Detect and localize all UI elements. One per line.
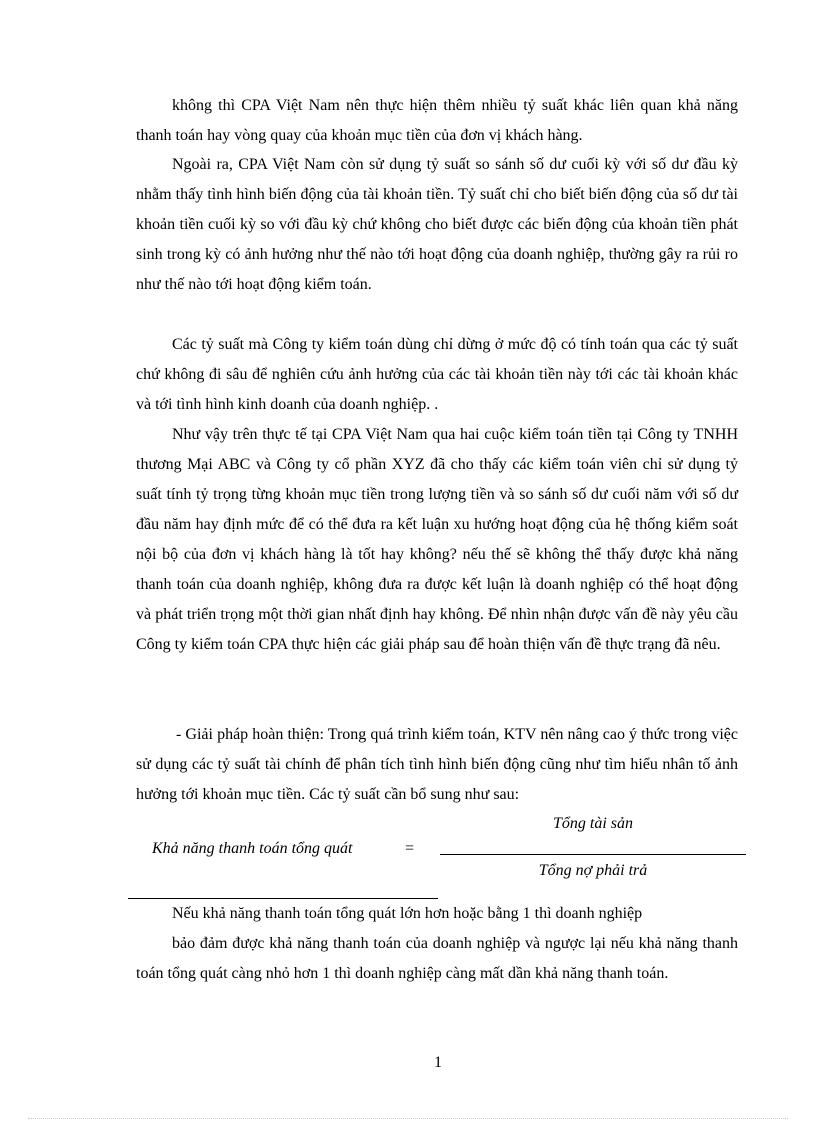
paragraph-7: bảo đảm được khả năng thanh toán của doanh nghiệp và ngược lại nếu khả năng thanh toán tổng quát càng nhỏ hơn 1 thì doanh nghiệp càng mất dần khả năng thanh toán. xyxy=(136,935,738,982)
fraction-bar xyxy=(440,854,746,855)
page-number: 1 xyxy=(434,1054,442,1071)
paragraph-3: Các tỷ suất mà Công ty kiểm toán dùng chỉ dừng ở mức độ có tính toán qua các tỷ suất chứ không đi sâu để nghiên cứu ảnh hưởng của các tài khoản tiền này tới các tài khoản khác và tới tình hình kinh doanh của doanh nghiệp. . xyxy=(136,336,738,413)
formula-label: Khả năng thanh toán tổng quát xyxy=(152,840,353,857)
page-bottom-border xyxy=(28,1118,788,1119)
paragraph-1: không thì CPA Việt Nam nên thực hiện thêm nhiều tỷ suất khác liên quan khả năng thanh toán hay vòng quay của khoản mục tiền của đơn vị khách hàng. xyxy=(136,97,738,144)
paragraph-6: Nếu khả năng thanh toán tổng quát lớn hơn hoặc bằng 1 thì doanh nghiệp xyxy=(172,905,643,922)
formula-denominator: Tổng nợ phải trả xyxy=(538,862,648,879)
paragraph-5: - Giải pháp hoàn thiện: Trong quá trình kiểm toán, KTV nên nâng cao ý thức trong việc sử dụng các tỷ suất tài chính để phân tích tình hình biến động cũng như tìm hiểu nhân tố ảnh hưởng tới khoản mục tiền. Các tỷ suất cần bổ sung như sau: xyxy=(136,726,738,803)
paragraph-4: Như vậy trên thực tế tại CPA Việt Nam qua hai cuộc kiểm toán tiền tại Công ty TNHH thương Mại ABC và Công ty cổ phần XYZ đã cho thấy các kiểm toán viên chỉ sử dụng tỷ suất tính tỷ trọng từng khoản mục tiền trong lượng tiền và so sánh số dư cuối năm với số dư đầu năm hay định mức để có thể đưa ra kết luận xu hướng hoạt động của hệ thống kiểm soát nội bộ của đơn vị khách hàng là tốt hay không? nếu thế sẽ không thể thấy được khả năng thanh toán của doanh nghiệp, không đưa ra được kết luận là doanh nghiệp có thể hoạt động và phát triển trọng một thời gian nhất định hay không. Để nhìn nhận được vấn đề này yêu cầu Công ty kiểm toán CPA thực hiện các giải pháp sau để hoàn thiện vấn đề thực trạng đã nêu. xyxy=(136,426,738,653)
formula-equals: = xyxy=(405,840,415,857)
formula-numerator: Tổng tài sản xyxy=(552,815,633,832)
paragraph-2: Ngoài ra, CPA Việt Nam còn sử dụng tỷ suất so sánh số dư cuối kỳ với số dư đầu kỳ nhằm thấy tình hình biến động của tài khoản tiền. Tỷ suất chỉ cho biết biến động của số dư tài khoản tiền cuối kỳ so với đầu kỳ chứ không cho biết được các biến động của khoản tiền phát sinh trong kỳ có ảnh hưởng như thế nào tới hoạt động của doanh nghiệp, thường gây ra rủi ro như thế nào tới hoạt động kiểm toán. xyxy=(136,156,738,293)
